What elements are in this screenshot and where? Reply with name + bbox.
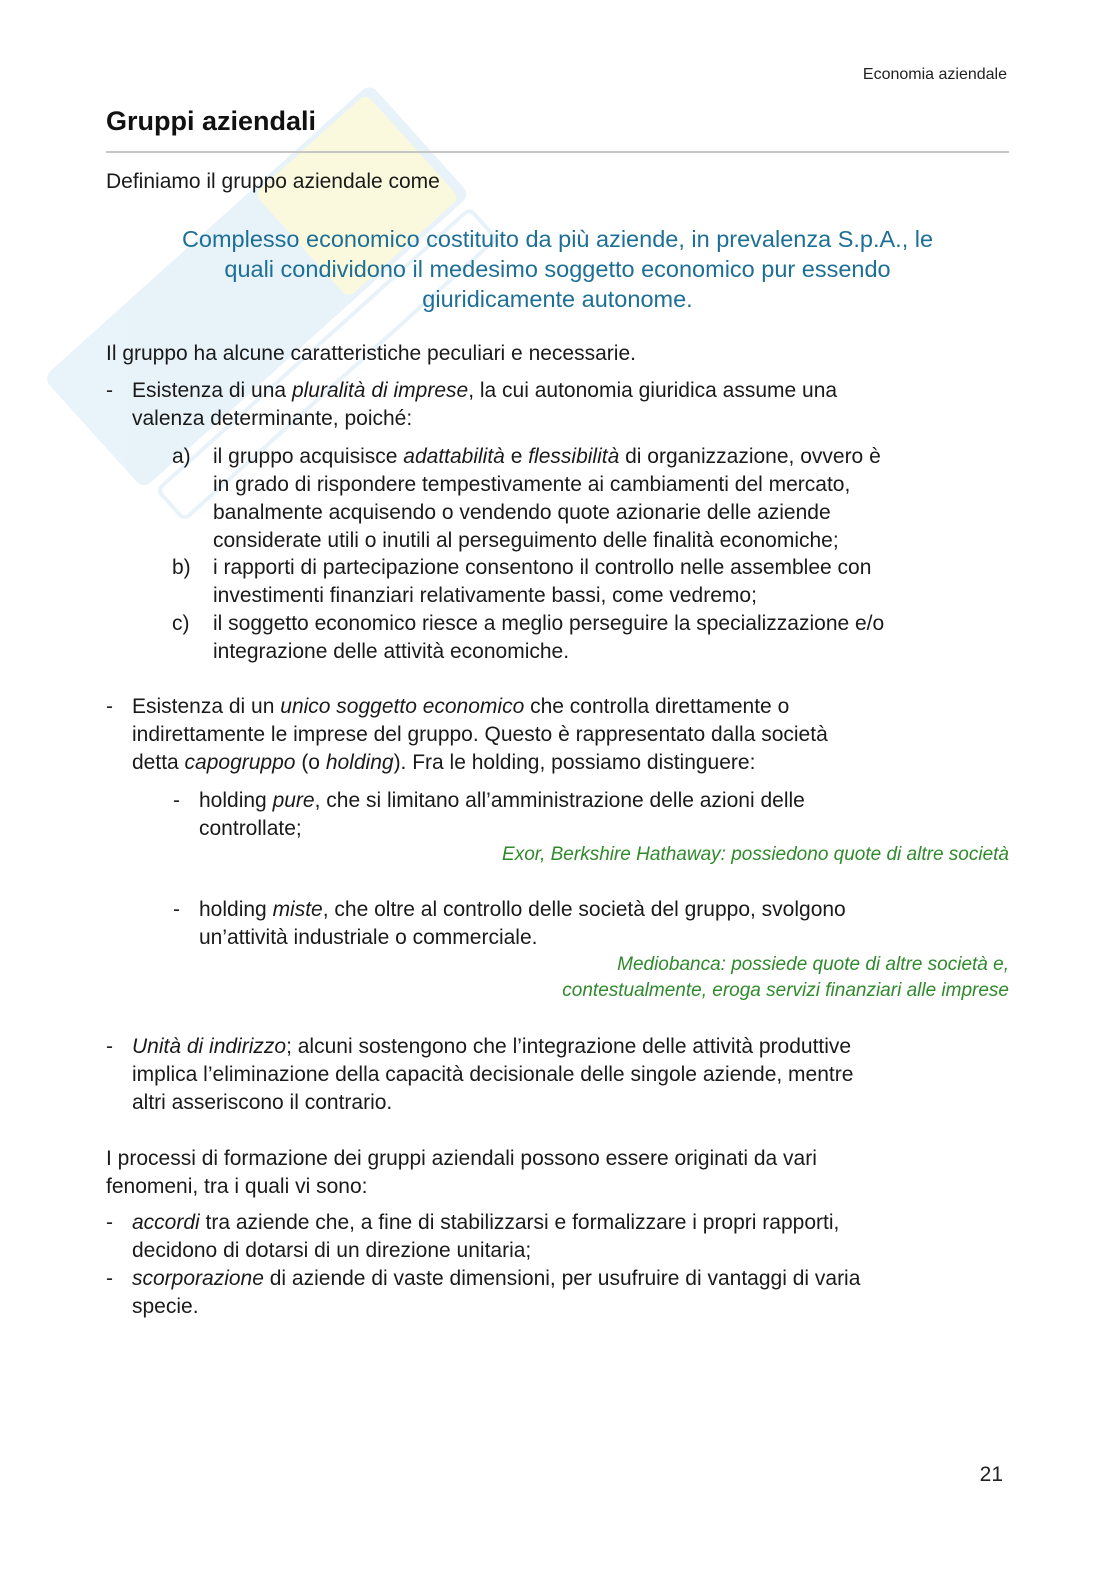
- list-dash: -: [106, 1211, 113, 1234]
- sub-item-a: [213, 443, 881, 555]
- sub-line: in grado di rispondere tempestivamente ai cambiamenti del mercato,: [213, 473, 851, 496]
- header-subject: Economia aziendale: [862, 66, 1007, 83]
- title-divider: [106, 151, 1009, 153]
- list-line: Esistenza di una pluralità di imprese, la cui autonomia giuridica assume una: [132, 379, 838, 402]
- list-item-plurality: [132, 377, 837, 433]
- list-item-single-subject: [132, 693, 828, 777]
- list-line: Unità di indirizzo; alcuni sostengono che l’integrazione delle attività produttive: [132, 1035, 852, 1058]
- sub-line: il soggetto economico riesce a meglio perseguire la specializzazione e/o: [213, 612, 885, 635]
- example-note-miste: [562, 952, 1009, 1004]
- list-item-unity: [132, 1033, 853, 1117]
- definition-line: giuridicamente autonome.: [422, 286, 693, 312]
- sub-item-c: [213, 610, 884, 666]
- paragraph-line: fenomeni, tra i quali vi sono:: [106, 1175, 368, 1198]
- list-item-accordi: [132, 1209, 839, 1265]
- definition-line: Complesso economico costituito da più aziende, in prevalenza S.p.A., le: [181, 226, 934, 252]
- example-note-pure: Exor, Berkshire Hathaway: possiedono quote di altre società: [502, 844, 1009, 865]
- list-line: controllate;: [199, 817, 302, 840]
- list-dash: -: [106, 379, 113, 402]
- list-line: decidono di dotarsi di un direzione unitaria;: [132, 1239, 532, 1262]
- sub-item-b: [213, 554, 871, 610]
- definition-line: quali condividono il medesimo soggetto economico pur essendo: [224, 256, 891, 282]
- list-line: Esistenza di un unico soggetto economico che controlla direttamente o: [132, 695, 790, 718]
- sub-line: considerate utili o inutili al perseguimento delle finalità economiche;: [213, 529, 839, 552]
- features-intro: Il gruppo ha alcune caratteristiche peculiari e necessarie.: [106, 342, 636, 365]
- holding-pure-item: [199, 787, 805, 843]
- definition-block: [106, 224, 1009, 314]
- list-line: accordi tra aziende che, a fine di stabilizzarsi e formalizzare i propri rapporti,: [132, 1211, 840, 1234]
- list-line: implica l’eliminazione della capacità decisionale delle singole aziende, mentre: [132, 1063, 854, 1086]
- list-line: specie.: [132, 1295, 199, 1318]
- holding-miste-item: [199, 896, 846, 952]
- list-line: indirettamente le imprese del gruppo. Questo è rappresentato dalla società: [132, 723, 828, 746]
- list-line: holding pure, che si limitano all’amministrazione delle azioni delle: [199, 789, 805, 812]
- list-line: valenza determinante, poiché:: [132, 407, 413, 430]
- sub-label-c: c): [172, 612, 190, 635]
- sub-line: integrazione delle attività economiche.: [213, 640, 570, 663]
- sub-line: il gruppo acquisisce adattabilità e flessibilità di organizzazione, ovvero è: [213, 445, 881, 468]
- sub-line: i rapporti di partecipazione consentono il controllo nelle assemblee con: [213, 556, 872, 579]
- list-dash: -: [173, 789, 180, 812]
- list-dash: -: [106, 1267, 113, 1290]
- example-line: contestualmente, eroga servizi finanziari alle imprese: [562, 980, 1009, 1001]
- list-line: scorporazione di aziende di vaste dimensioni, per usufruire di vantaggi di varia: [132, 1267, 861, 1290]
- formation-paragraph: [106, 1145, 817, 1201]
- list-line: un’attività industriale o commerciale.: [199, 926, 538, 949]
- sub-label-a: a): [172, 445, 191, 468]
- list-dash: -: [106, 1035, 113, 1058]
- list-item-scorporazione: [132, 1265, 860, 1321]
- list-dash: -: [106, 695, 113, 718]
- list-line: altri asseriscono il contrario.: [132, 1091, 393, 1114]
- sub-line: investimenti finanziari relativamente bassi, come vedremo;: [213, 584, 757, 607]
- paragraph-line: I processi di formazione dei gruppi aziendali possono essere originati da vari: [106, 1147, 817, 1170]
- example-line: Mediobanca: possiede quote di altre società e,: [617, 954, 1009, 975]
- list-line: detta capogruppo (o holding). Fra le holding, possiamo distinguere:: [132, 751, 756, 774]
- intro-text: Definiamo il gruppo aziendale come: [106, 170, 440, 193]
- sub-label-b: b): [172, 556, 191, 579]
- sub-line: banalmente acquisendo o vendendo quote azionarie delle aziende: [213, 501, 831, 524]
- list-dash: -: [173, 898, 180, 921]
- page-number: 21: [979, 1463, 1003, 1486]
- page-title: Gruppi aziendali: [106, 106, 317, 136]
- list-line: holding miste, che oltre al controllo delle società del gruppo, svolgono: [199, 898, 846, 921]
